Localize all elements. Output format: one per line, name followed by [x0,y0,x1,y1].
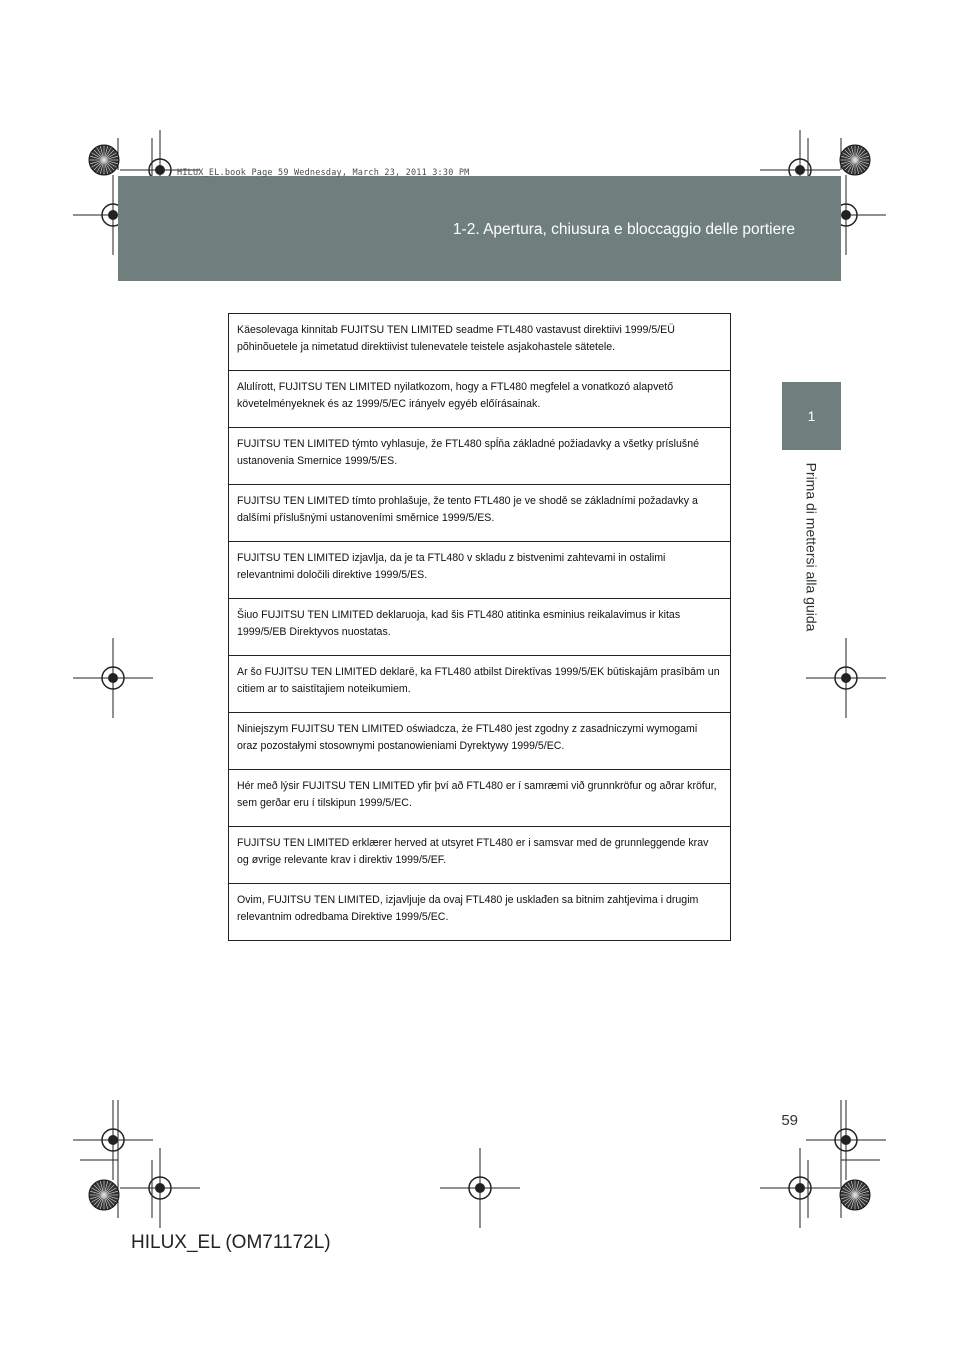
declaration-row-estonian: Käesolevaga kinnitab FUJITSU TEN LIMITED seadme FTL480 vastavust direktiivi 1999/5/EÜ põhinõuetele ja nimetatud direktiivist tulenevatele teistele asjakohastele sätetele. [229,314,730,371]
declaration-row-norwegian: FUJITSU TEN LIMITED erklærer herved at utsyret FTL480 er i samsvar med de grunnleggende krav og øvrige relevante krav i direktiv 1999/5/EF. [229,827,730,884]
crosshair-registration-icon [73,638,153,718]
starburst-registration-icon [89,145,119,175]
print-metadata: HILUX_EL.book Page 59 Wednesday, March 23, 2011 3:30 PM [177,168,470,178]
declaration-row-hungarian: Alulírott, FUJITSU TEN LIMITED nyilatkozom, hogy a FTL480 megfelel a vonatkozó alapvető követelményeknek és az 1999/5/EC irányelv egyéb előírásainak. [229,371,730,428]
declaration-row-lithuanian: Šiuo FUJITSU TEN LIMITED deklaruoja, kad šis FTL480 atitinka esminius reikalavimus ir kitas 1999/5/EB Direktyvos nuostatas. [229,599,730,656]
declaration-row-slovak: FUJITSU TEN LIMITED týmto vyhlasuje, že FTL480 spĺňa základné požiadavky a všetky príslušné ustanovenia Smernice 1999/5/ES. [229,428,730,485]
declaration-row-slovenian: FUJITSU TEN LIMITED izjavlja, da je ta FTL480 v skladu z bistvenimi zahtevami in ostalimi relevantnimi določili direktive 1999/5/ES. [229,542,730,599]
declaration-table [228,313,731,941]
starburst-registration-icon [840,1180,870,1210]
crosshair-registration-icon [760,1148,840,1228]
starburst-registration-icon [89,1180,119,1210]
chapter-title-label: Prima di mettersi alla guida [803,462,820,632]
crosshair-registration-icon [120,1148,200,1228]
declaration-row-croatian: Ovim, FUJITSU TEN LIMITED, izjavljuje da ovaj FTL480 je usklađen sa bitnim zahtjevima i drugim relevantnim odredbama Direktive 1999/5/EC. [237,894,699,923]
document-code: HILUX_EL (OM71172L) [131,1232,331,1253]
declaration-row-polish: Niniejszym FUJITSU TEN LIMITED oświadcza, że FTL480 jest zgodny z zasadniczymi wymogami oraz pozostałymi stosownymi postanowieniami Dyrektywy 1999/5/EC. [229,713,730,770]
chapter-side-title [782,452,841,642]
section-title: 1-2. Apertura, chiusura e bloccaggio delle portiere [452,221,795,238]
crosshair-registration-icon [806,1100,886,1180]
header-band [118,176,841,281]
starburst-registration-icon [840,145,870,175]
declaration-row-czech: FUJITSU TEN LIMITED tímto prohlašuje, že tento FTL480 je ve shodě se základními požadavky a dalšími příslušnými ustanoveními směrnice 1999/5/ES. [229,485,730,542]
chapter-number-tab: 1 [782,382,841,450]
declaration-row-icelandic: Hér með lýsir FUJITSU TEN LIMITED yfir því að FTL480 er í samræmi við grunnkröfur og aðrar kröfur, sem gerðar eru í tilskipun 1999/5/EC. [229,770,730,827]
crosshair-registration-icon [73,1100,153,1180]
page-number: 59 [781,1112,798,1129]
crosshair-registration-icon [440,1148,520,1228]
crosshair-registration-icon [806,638,886,718]
declaration-row-latvian: Ar šo FUJITSU TEN LIMITED deklarē, ka FTL480 atbilst Direktīvas 1999/5/EK būtiskajām prasībām un citiem ar to saistītajiem noteikumiem. [229,656,730,713]
